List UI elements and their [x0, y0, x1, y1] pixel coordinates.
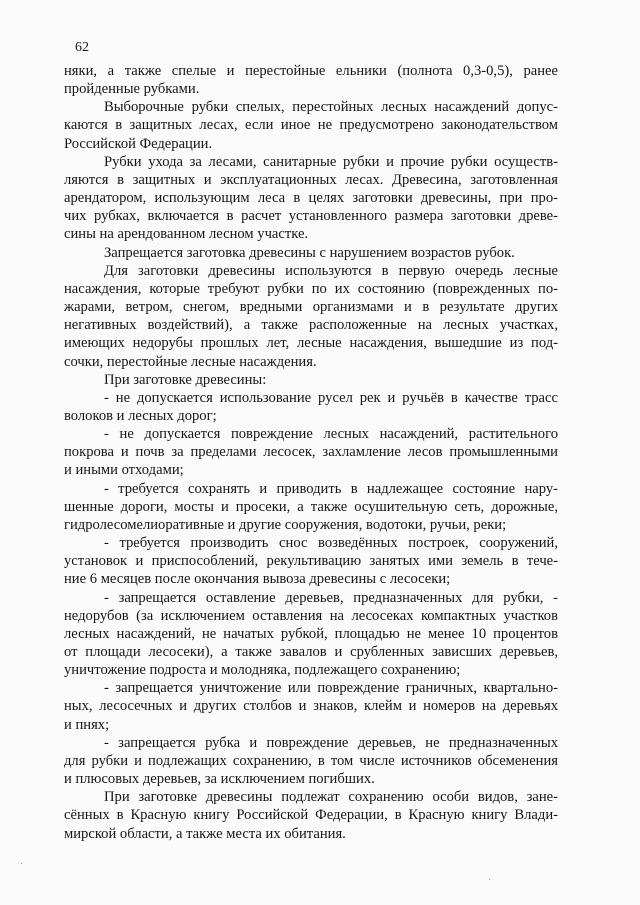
paragraph — [64, 534, 558, 588]
text-line: каются в защитных лесах, если иное не предусмотрено законодательством — [64, 117, 558, 134]
text-line: шенные дороги, мосты и просеки, а также осушительную сеть, дорожные, — [64, 498, 558, 515]
text-line: При заготовке древесины подлежат сохранению особи видов, зане- — [104, 789, 558, 806]
text-line: ние 6 месяцев после окончания вывоза древесины с лесосеки; — [64, 571, 451, 588]
text-line: недорубов (за исключением оставления на лесосеках компактных участков — [64, 607, 558, 624]
document-body — [64, 62, 558, 843]
text-line: имеющих недорубы прошлых лет, лесные насаждения, вышедшие из под- — [64, 335, 558, 352]
text-line: - не допускается использование русел рек и ручьёв в качестве трасс — [104, 389, 558, 406]
paragraph — [64, 153, 558, 244]
text-line: сённых в Красную книгу Российской Федерации, в Красную книгу Влади- — [64, 807, 558, 824]
text-line: - запрещается рубка и повреждение деревьев, не предназначенных — [104, 734, 558, 751]
text-line: уничтожение подроста и молодняка, подлежащего сохранению; — [64, 662, 461, 679]
text-line: сочки, перестойные лесные насаждения. — [64, 353, 317, 370]
paragraph — [64, 62, 558, 98]
text-line: - запрещается оставление деревьев, предназначенных для рубки, - — [104, 589, 558, 606]
text-line: гидролесомелиоративные и другие сооружения, водотоки, ручьи, реки; — [64, 516, 507, 533]
text-line: - требуется сохранять и приводить в надлежащее состояние нару- — [104, 480, 558, 497]
text-line: жарами, ветром, снегом, вредными организмами и в результате других — [64, 299, 558, 316]
text-line: Российской Федерации. — [64, 135, 213, 152]
text-line: негативных воздействий), а также расположенные на лесных участках, — [64, 317, 558, 334]
paragraph — [64, 244, 558, 262]
paragraph — [64, 734, 558, 788]
text-line: - запрещается уничтожение или повреждение граничных, квартально- — [104, 680, 558, 697]
paragraph — [64, 262, 558, 371]
text-line: Выборочные рубки спелых, перестойных лесных насаждений допус- — [104, 99, 558, 116]
paragraph — [64, 98, 558, 152]
text-line: от площади лесосеки), а также завалов и срубленных зависших деревьев, — [64, 644, 558, 660]
text-line: арендатором, использующим леса в целях заготовки древесины, при про- — [64, 190, 558, 207]
text-line: мирской области, а также места их обитания. — [64, 825, 346, 842]
text-line: ных, лесосечных и других столбов и знаков, клейм и номеров на деревьях — [64, 698, 558, 715]
paragraph — [64, 371, 558, 389]
text-line: пройденные рубками. — [64, 81, 200, 98]
text-line: и плюсовых деревьев, за исключением погибших. — [64, 771, 375, 788]
text-line: и иными отходами; — [64, 462, 184, 479]
text-line: и пнях; — [64, 716, 110, 733]
text-line: Запрещается заготовка древесины с нарушением возрастов рубок. — [104, 244, 515, 261]
scan-artifact: · — [488, 874, 492, 885]
text-line: установок и приспособлений, рекультивацию занятых ими земель в тече- — [64, 553, 558, 570]
text-line: чих рубках, включается в расчет установленного размера заготовки древе- — [64, 208, 558, 225]
paragraph — [64, 389, 558, 425]
text-line: ляются в защитных и эксплуатационных лесах. Древесина, заготовленная — [64, 171, 558, 188]
page-number: 62 — [75, 40, 89, 55]
text-line: - требуется производить снос возведённых построек, сооружений, — [104, 535, 558, 552]
text-line: Для заготовки древесины используются в первую очередь лесные — [104, 262, 558, 279]
text-line: лесных насаждений, не начатых рубкой, площадью не менее 10 процентов — [64, 625, 558, 642]
text-line: сины на арендованном лесном участке. — [64, 226, 309, 243]
paragraph — [64, 425, 558, 479]
text-line: насаждения, которые требуют рубки по их состоянию (поврежденных по- — [64, 280, 558, 297]
paragraph — [64, 589, 558, 680]
text-line: для рубки и подлежащих сохранению, в том числе источников обсеменения — [64, 752, 558, 769]
paragraph — [64, 788, 558, 842]
paragraph — [64, 679, 558, 733]
text-line: - не допускается повреждение лесных насаждений, растительного — [104, 426, 558, 443]
text-line: При заготовке древесины: — [104, 371, 267, 388]
paragraph — [64, 480, 558, 534]
text-line: Рубки ухода за лесами, санитарные рубки и прочие рубки осуществ- — [104, 153, 558, 170]
text-line: няки, а также спелые и перестойные ельники (полнота 0,3-0,5), ранее — [64, 63, 558, 79]
text-line: волоков и лесных дорог; — [64, 407, 217, 424]
scan-artifact: · — [20, 858, 24, 869]
text-line: покрова и почв за пределами лесосек, захламление лесов промышленными — [64, 444, 558, 461]
